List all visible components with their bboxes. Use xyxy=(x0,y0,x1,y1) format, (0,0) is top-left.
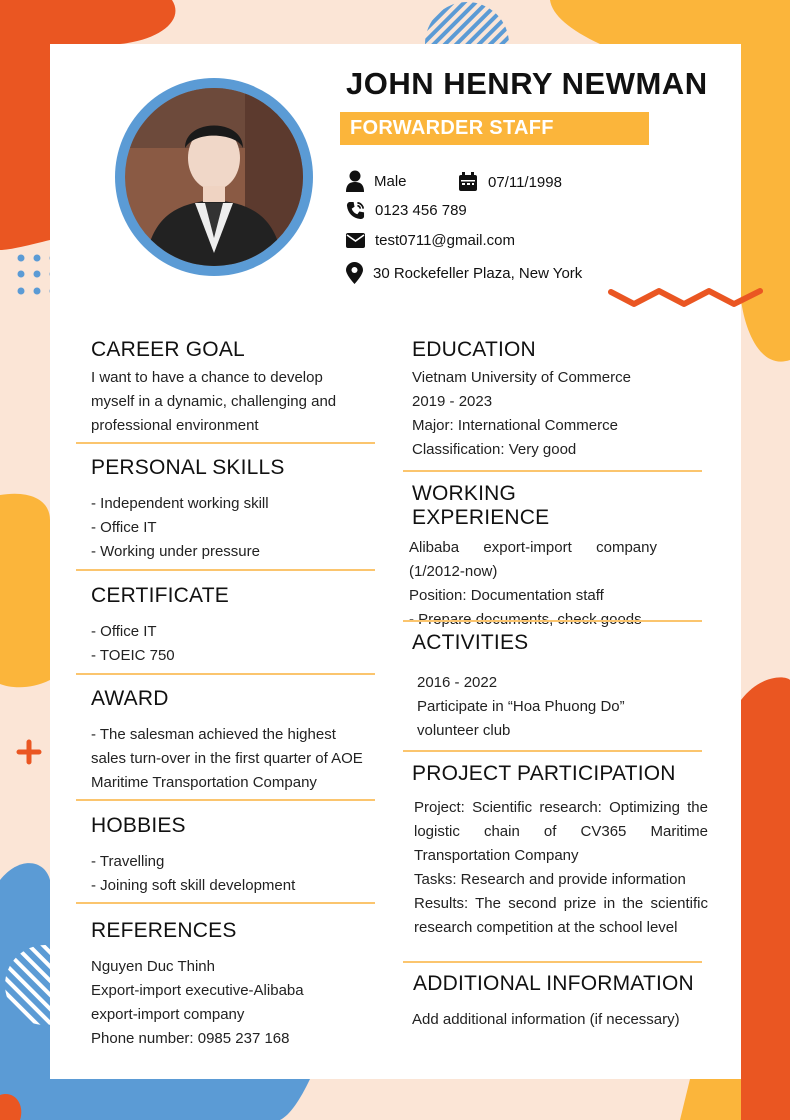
section-hobbies xyxy=(91,814,381,898)
text-line: - Office IT xyxy=(91,623,157,640)
calendar-icon xyxy=(458,172,478,192)
email-row xyxy=(346,232,515,249)
section-working-experience xyxy=(409,482,657,632)
envelope-icon xyxy=(346,233,365,248)
text-line: Maritime Transportation Company xyxy=(91,774,317,791)
person-icon xyxy=(346,170,364,192)
section-references xyxy=(91,919,381,1051)
section-title: HOBBIES xyxy=(91,814,186,837)
text-line: Nguyen Duc Thinh xyxy=(91,958,215,975)
text-line: professional environment xyxy=(91,417,259,434)
divider xyxy=(76,673,375,675)
text-line: Major: International Commerce xyxy=(412,417,618,434)
section-title: REFERENCES xyxy=(91,919,237,942)
gender-row xyxy=(346,170,407,192)
divider xyxy=(403,961,702,963)
section-body xyxy=(414,796,708,940)
divider xyxy=(76,799,375,801)
gender-value: Male xyxy=(374,172,407,190)
section-title: PERSONAL SKILLS xyxy=(91,456,285,479)
section-project-participation xyxy=(412,762,708,940)
section-body xyxy=(412,1008,713,1032)
text-line: export-import company xyxy=(91,1006,245,1023)
section-award xyxy=(91,687,383,795)
profile-photo-frame xyxy=(115,78,313,276)
candidate-name: JOHN HENRY NEWMAN xyxy=(346,66,708,101)
dob-row xyxy=(458,172,562,192)
text-line: Position: Documentation staff xyxy=(409,587,604,604)
plus-icon xyxy=(19,742,39,762)
divider xyxy=(403,470,702,472)
text-line: - Office IT xyxy=(91,519,157,536)
section-title: AWARD xyxy=(91,687,169,710)
section-body xyxy=(412,366,702,462)
text-line: Alibaba export-import company (1/2012-now) xyxy=(409,539,657,580)
section-body xyxy=(91,620,381,668)
dob-value: 07/11/1998 xyxy=(488,173,562,191)
text-line: Classification: Very good xyxy=(412,441,577,458)
section-body xyxy=(417,671,702,743)
text-line: Results: The second prize in the scientific research competition at the school level xyxy=(414,895,708,936)
text-line: Add additional information (if necessary) xyxy=(412,1011,680,1028)
text-line: - Joining soft skill development xyxy=(91,877,296,894)
job-title-banner: FORWARDER STAFF xyxy=(340,112,649,145)
phone-row xyxy=(346,201,467,220)
section-body xyxy=(91,366,381,438)
divider xyxy=(76,442,375,444)
text-line: volunteer club xyxy=(417,722,511,739)
divider xyxy=(403,620,702,622)
text-line: Vietnam University of Commerce xyxy=(412,369,631,386)
section-body xyxy=(409,536,657,632)
section-body xyxy=(91,955,381,1051)
text-line: Export-import executive-Alibaba xyxy=(91,982,304,999)
email-value: test0711@gmail.com xyxy=(375,232,516,249)
address-row xyxy=(346,262,582,284)
section-title: PROJECT PARTICIPATION xyxy=(412,762,676,785)
phone-icon xyxy=(346,201,365,220)
section-personal-skills xyxy=(91,456,381,564)
phone-value: 0123 456 789 xyxy=(375,202,467,219)
section-body xyxy=(91,850,381,898)
section-title: ACTIVITIES xyxy=(412,631,529,654)
text-line: myself in a dynamic, challenging and xyxy=(91,393,337,410)
section-certificate xyxy=(91,584,381,668)
text-line: - Independent working skill xyxy=(91,495,269,512)
section-title: CAREER GOAL xyxy=(91,338,245,361)
section-education xyxy=(412,338,702,462)
text-line: 2016 - 2022 xyxy=(417,674,498,691)
section-body xyxy=(91,492,381,564)
divider xyxy=(403,750,702,752)
text-line: - Travelling xyxy=(91,853,165,870)
section-body xyxy=(91,723,383,795)
text-line: I want to have a chance to develop xyxy=(91,369,323,386)
text-line: Phone number: 0985 237 168 xyxy=(91,1030,290,1047)
text-line: Tasks: Research and provide information xyxy=(414,871,686,888)
text-line: 2019 - 2023 xyxy=(412,393,493,410)
text-line: - TOEIC 750 xyxy=(91,647,175,664)
zigzag-line xyxy=(611,291,760,304)
text-line: - The salesman achieved the highest xyxy=(91,726,336,743)
section-additional-information xyxy=(413,972,713,1032)
section-title: ADDITIONAL INFORMATION xyxy=(413,972,694,995)
text-line: - Working under pressure xyxy=(91,543,260,560)
location-pin-icon xyxy=(346,262,363,284)
section-activities xyxy=(412,631,702,743)
divider xyxy=(76,902,375,904)
text-line: Participate in “Hoa Phuong Do” xyxy=(417,698,625,715)
section-title: CERTIFICATE xyxy=(91,584,229,607)
text-line: Project: Scientific research: Optimizing the logistic chain of CV365 Maritime Transportation Company xyxy=(414,799,708,864)
section-title: WORKING EXPERIENCE xyxy=(412,482,550,529)
section-career-goal xyxy=(91,338,381,438)
section-title: EDUCATION xyxy=(412,338,536,361)
address-value: 30 Rockefeller Plaza, New York xyxy=(373,264,583,282)
profile-photo xyxy=(125,88,303,266)
divider xyxy=(76,569,375,571)
text-line: sales turn-over in the first quarter of AOE xyxy=(91,750,363,767)
